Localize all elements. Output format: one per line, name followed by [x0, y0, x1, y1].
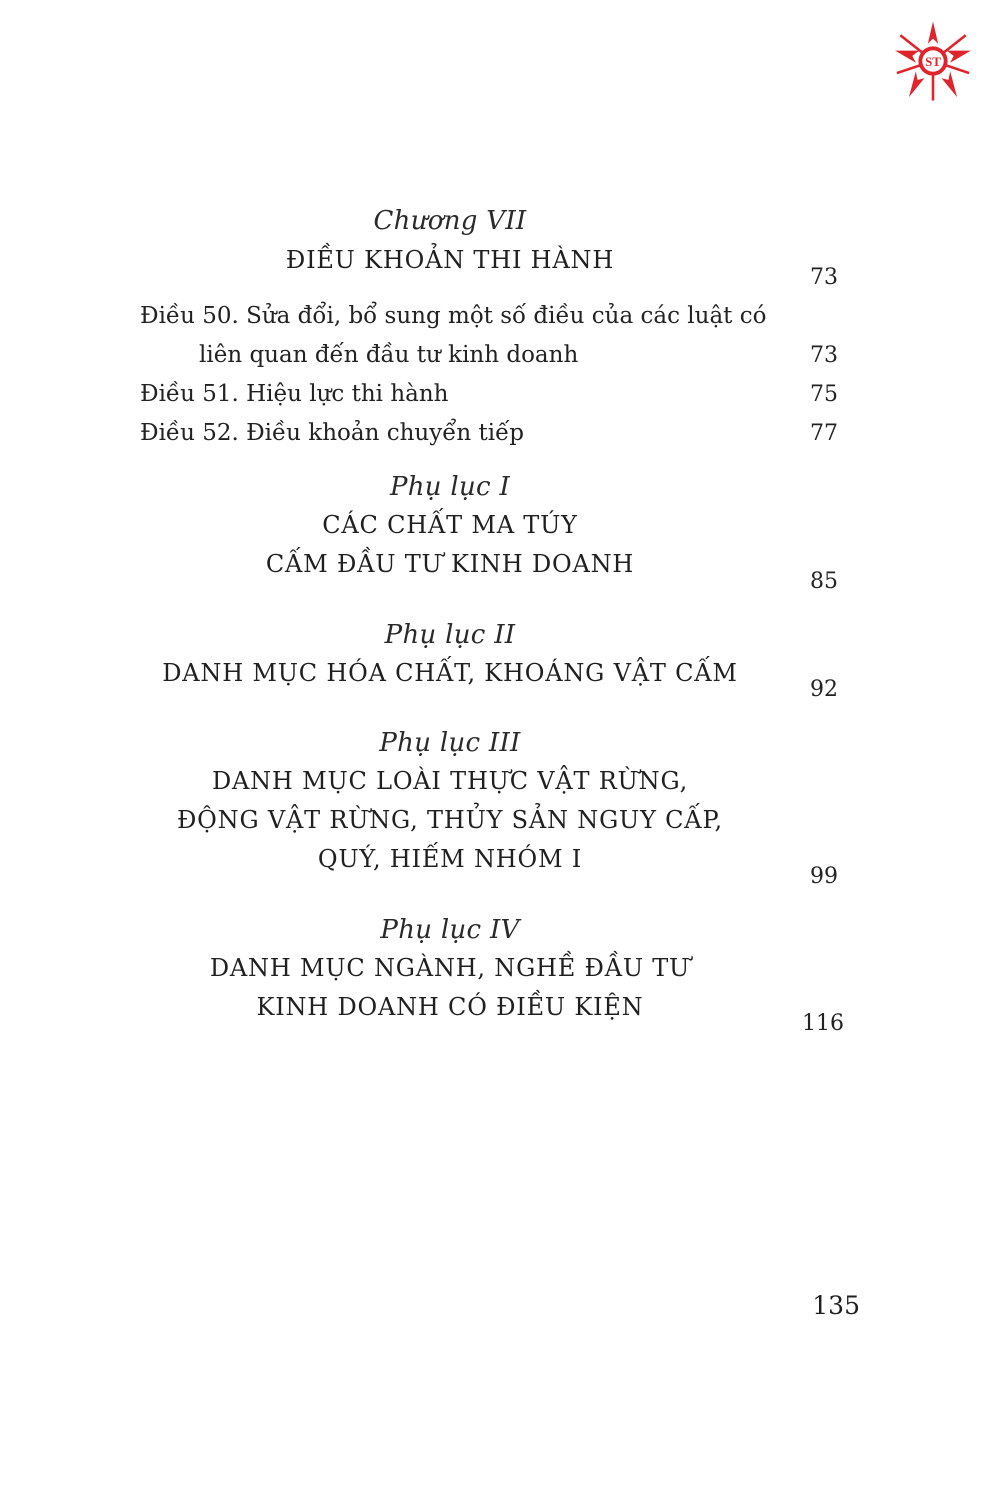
toc-entry-dieu50-line2: liên quan đến đầu tư kinh doanh [199, 342, 579, 368]
appendix3-title-line3: QUÝ, HIẾM NHÓM I [317, 845, 583, 873]
toc-entry-dieu52: Điều 52. Điều khoản chuyển tiếp [140, 420, 524, 446]
appendix3-title-line1: DANH MỤC LOÀI THỰC VẬT RỪNG, [211, 767, 689, 795]
appendix1-heading: Phụ lục I [389, 472, 511, 502]
toc-entry-dieu50-page: 73 [810, 343, 838, 368]
appendix3-title-line2: ĐỘNG VẬT RỪNG, THỦY SẢN NGUY CẤP, [177, 806, 723, 834]
chapter7-title: ĐIỀU KHOẢN THI HÀNH [285, 246, 615, 274]
appendix1-page: 85 [810, 569, 838, 594]
appendix4-title-line2: KINH DOANH CÓ ĐIỀU KIỆN [256, 993, 644, 1021]
appendix4-heading: Phụ lục IV [380, 915, 520, 945]
appendix3-page: 99 [810, 864, 838, 889]
chapter7-heading: Chương VII [373, 206, 527, 236]
appendix2-heading: Phụ lục II [384, 620, 516, 650]
star-burst-logo-icon [890, 18, 976, 104]
appendix2-title-line1: DANH MỤC HÓA CHẤT, KHOÁNG VẬT CẤM [162, 659, 738, 687]
appendix4-title-line1: DANH MỤC NGÀNH, NGHỀ ĐẦU TƯ [209, 954, 691, 982]
appendix4-page: 116 [802, 1011, 844, 1036]
appendix1-title-line2: CẤM ĐẦU TƯ KINH DOANH [265, 550, 635, 578]
toc-entry-dieu52-page: 77 [810, 421, 838, 446]
toc-entry-dieu51-page: 75 [810, 382, 838, 407]
svg-text:ST: ST [925, 55, 941, 70]
appendix1-title-line1: CÁC CHẤT MA TÚY [322, 511, 578, 539]
page-number: 135 [812, 1291, 860, 1320]
appendix3-heading: Phụ lục III [379, 728, 521, 758]
chapter7-page: 73 [810, 265, 838, 290]
appendix2-page: 92 [810, 677, 838, 702]
toc-entry-dieu51: Điều 51. Hiệu lực thi hành [140, 381, 449, 407]
toc-entry-dieu50-line1: Điều 50. Sửa đổi, bổ sung một số điều của các luật có [140, 303, 767, 329]
